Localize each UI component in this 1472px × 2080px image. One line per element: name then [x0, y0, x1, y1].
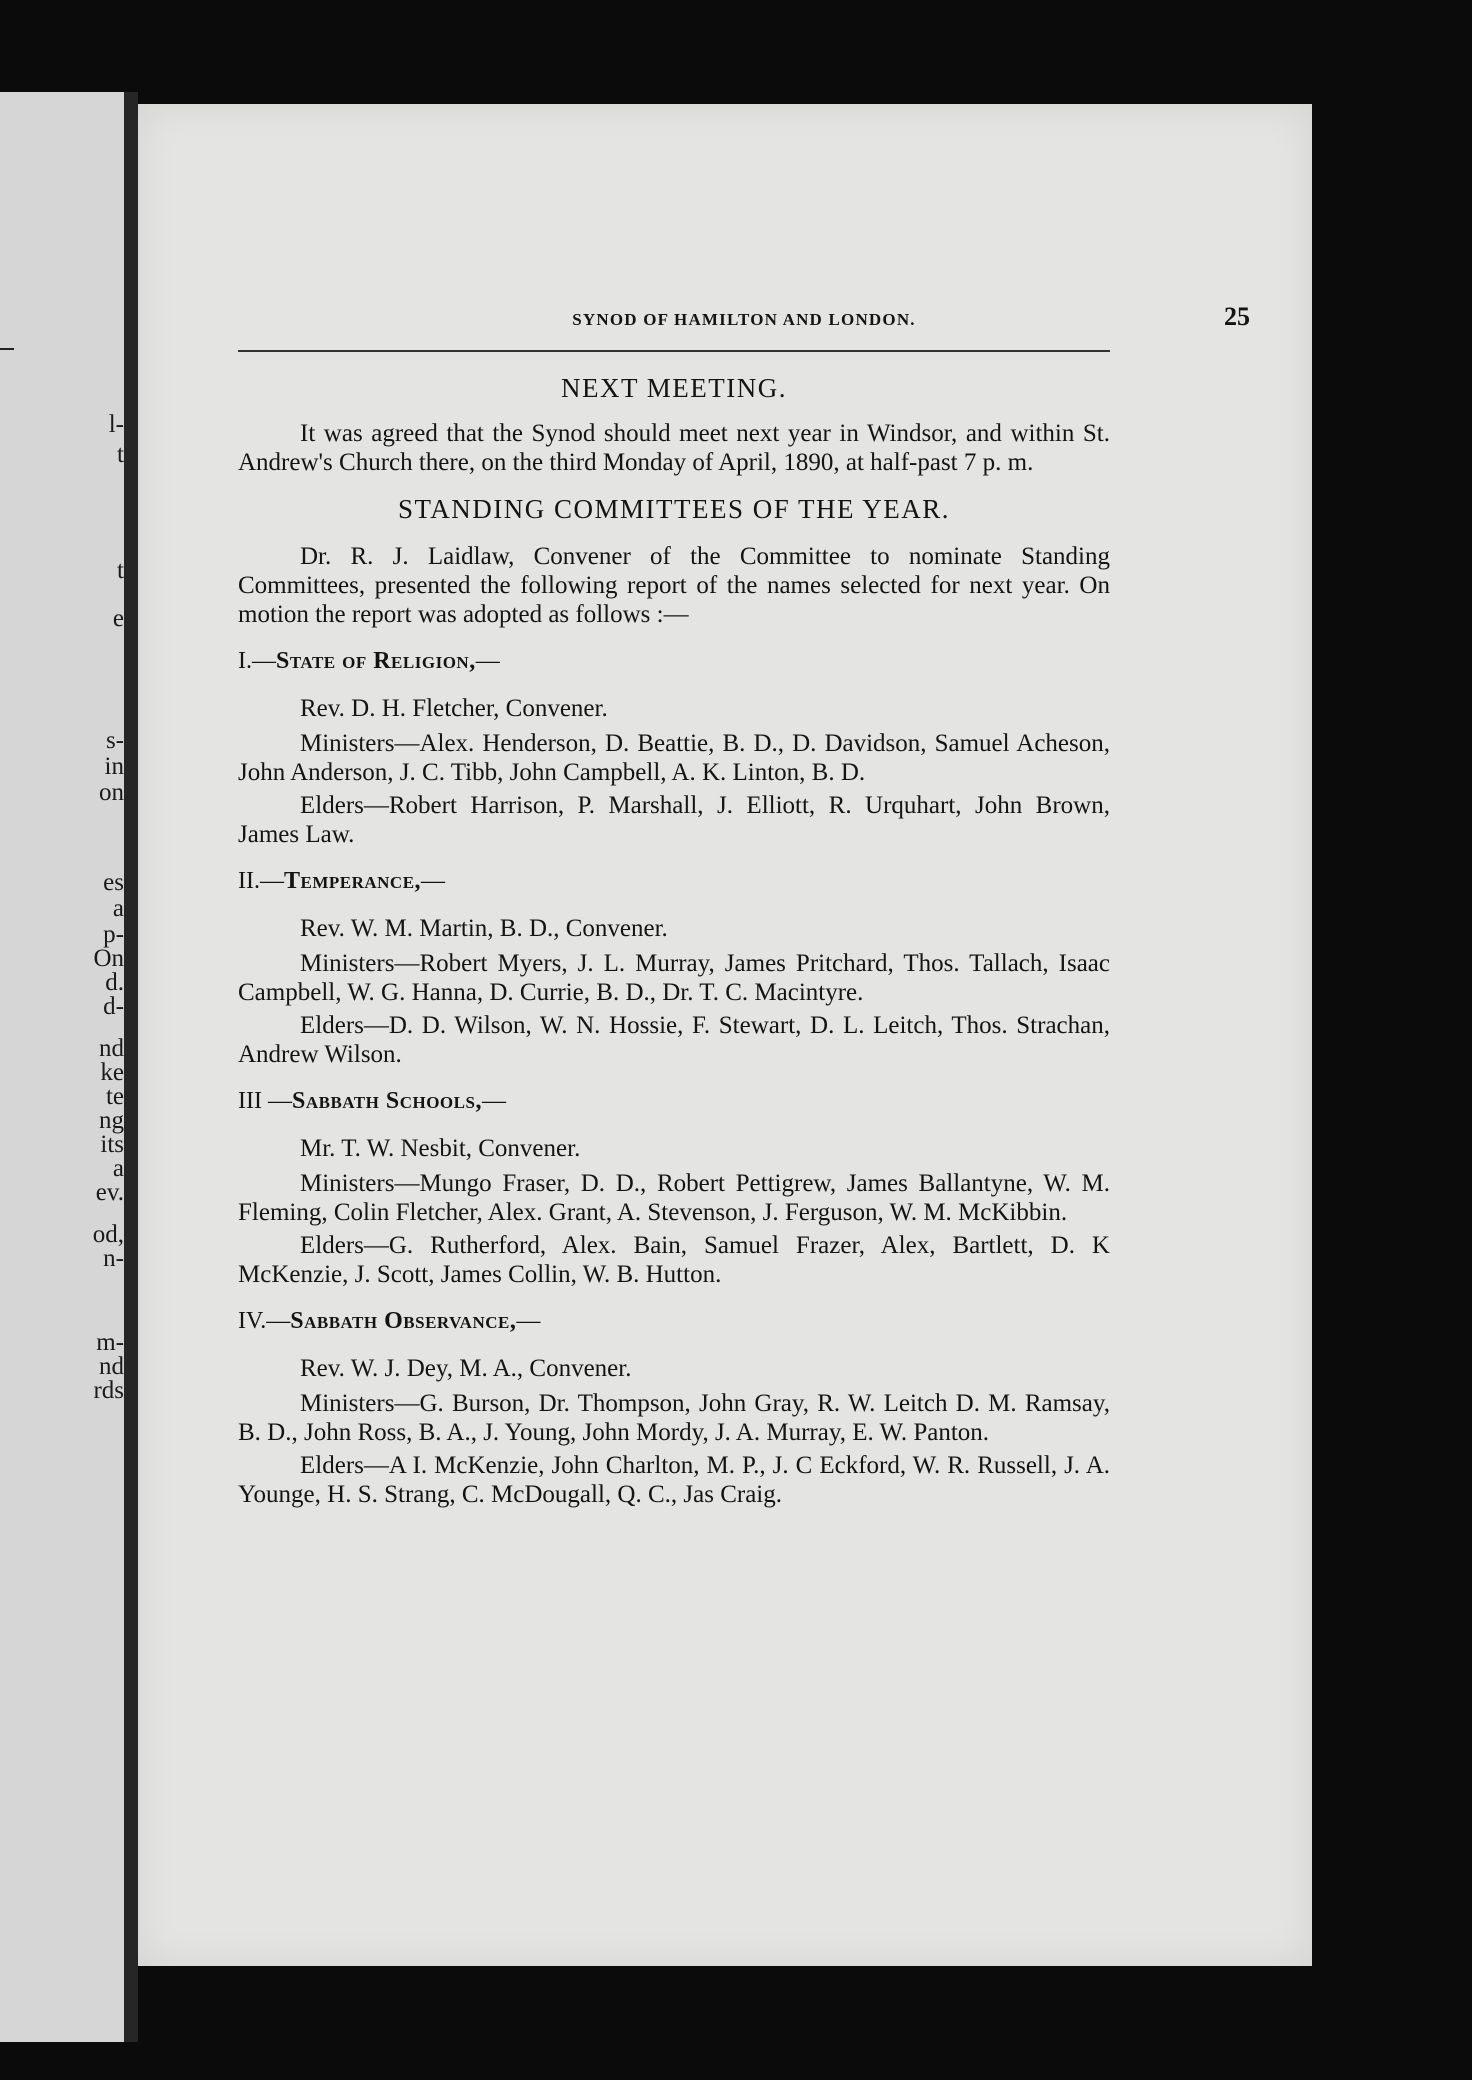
- facing-page-text: p-: [103, 921, 124, 948]
- facing-page-text: ev.: [95, 1179, 124, 1206]
- committee-members: [238, 1354, 1110, 1509]
- committee-members: [238, 914, 1110, 1069]
- facing-page-text: ke: [100, 1059, 124, 1086]
- facing-page-text: t: [117, 441, 124, 468]
- facing-page-text: in: [104, 753, 124, 780]
- facing-page-text: On: [93, 945, 124, 972]
- committee-members: [238, 1134, 1110, 1289]
- running-title: SYNOD OF HAMILTON AND LONDON.: [572, 310, 916, 329]
- committee-elders: Elders—G. Rutherford, Alex. Bain, Samuel Frazer, Alex, Bartlett, D. K McKenzie, J. Scott, James Collin, W. B. Hutton.: [238, 1232, 1110, 1288]
- book-gutter: [124, 92, 138, 2042]
- facing-page-text: od,: [92, 1221, 124, 1248]
- committee-elders: Elders—D. D. Wilson, W. N. Hossie, F. Stewart, D. L. Leitch, Thos. Strachan, Andrew Wilson.: [238, 1012, 1110, 1068]
- committee-convener: Mr. T. W. Nesbit, Convener.: [300, 1135, 581, 1162]
- committee-numeral: II.—: [238, 868, 284, 894]
- facing-page-rule: [0, 348, 14, 350]
- facing-page-text: rds: [93, 1377, 124, 1404]
- facing-page-text: s-: [105, 727, 124, 754]
- facing-page-text: t: [117, 557, 124, 584]
- page-body: [238, 360, 1110, 1513]
- committee-ministers: Ministers—Mungo Fraser, D. D., Robert Pettigrew, James Ballantyne, W. M. Fleming, Colin Fletcher, Alex. Grant, A. Stevenson, J. Ferguson, W. M. McKibbin.: [238, 1170, 1110, 1226]
- facing-page-fragment: [0, 92, 124, 2042]
- facing-page-text: es: [103, 869, 124, 896]
- committee-convener: Rev. W. M. Martin, B. D., Convener.: [300, 915, 668, 942]
- committee-dash: —: [481, 1088, 506, 1114]
- header-rule: [238, 350, 1110, 352]
- committee-ministers: Ministers—Alex. Henderson, D. Beattie, B. D., D. Davidson, Samuel Acheson, John Anderson, J. C. Tibb, John Campbell, A. K. Linton, B. D.: [238, 730, 1110, 786]
- next-meeting-paragraph: It was agreed that the Synod should meet next year in Windsor, and within St. Andrew's Church there, on the third Monday of April, 1890, at half-past 7 p. m.: [238, 420, 1110, 476]
- facing-page-text: l-: [108, 411, 124, 438]
- committee-dash: —: [421, 868, 446, 894]
- committee-section: [238, 647, 1110, 849]
- facing-page-text: a: [112, 895, 124, 922]
- next-meeting-heading: NEXT MEETING.: [561, 373, 787, 403]
- standing-committees-intro: Dr. R. J. Laidlaw, Convener of the Committee to nominate Standing Committees, presented the following report of the names selected for next year. On motion the report was adopted as follows :—: [238, 543, 1110, 628]
- page-number: 25: [1224, 302, 1250, 331]
- committee-section: [238, 867, 1110, 1069]
- page-header: [238, 302, 1250, 338]
- committee-members: [238, 694, 1110, 849]
- committee-numeral: IV.—: [238, 1308, 291, 1334]
- committee-section: [238, 1307, 1110, 1509]
- committee-dash: —: [516, 1308, 541, 1334]
- committee-elders: Elders—Robert Harrison, P. Marshall, J. Elliott, R. Urquhart, John Brown, James Law.: [238, 792, 1110, 848]
- facing-page-text: te: [105, 1083, 124, 1110]
- facing-page-text: d.: [105, 969, 124, 996]
- committee-name: State of Religion,: [276, 648, 476, 674]
- facing-page-text: nd: [99, 1035, 124, 1062]
- committee-name: Sabbath Observance,: [290, 1308, 517, 1334]
- committee-elders: Elders—A I. McKenzie, John Charlton, M. P., J. C Eckford, W. R. Russell, J. A. Younge, H. S. Strang, C. McDougall, Q. C., Jas Craig.: [238, 1452, 1110, 1508]
- facing-page-text: its: [100, 1131, 124, 1158]
- facing-page-text: e: [112, 605, 124, 632]
- committee-title: [238, 867, 1110, 896]
- standing-committees-heading: STANDING COMMITTEES OF THE YEAR.: [397, 494, 951, 524]
- committee-section: [238, 1087, 1110, 1289]
- committee-title: [238, 647, 1110, 676]
- facing-page-text: n-: [103, 1245, 124, 1272]
- facing-page-text: nd: [99, 1353, 124, 1380]
- facing-page-text: d-: [103, 993, 124, 1020]
- committee-numeral: I.—: [238, 648, 276, 674]
- committee-name: Temperance,: [283, 868, 422, 894]
- committee-convener: Rev. D. H. Fletcher, Convener.: [300, 695, 608, 722]
- committee-numeral: III —: [238, 1088, 292, 1114]
- committee-name: Sabbath Schools,: [291, 1088, 482, 1114]
- facing-page-text: m-: [96, 1329, 124, 1356]
- committee-title: [238, 1087, 1110, 1116]
- committee-title: [238, 1307, 1110, 1336]
- committee-convener: Rev. W. J. Dey, M. A., Convener.: [300, 1355, 632, 1382]
- committee-dash: —: [475, 648, 500, 674]
- facing-page-text: ng: [99, 1107, 124, 1134]
- facing-page-text: on: [99, 779, 124, 806]
- committee-ministers: Ministers—G. Burson, Dr. Thompson, John Gray, R. W. Leitch D. M. Ramsay, B. D., John Ross, B. A., J. Young, John Mordy, J. A. Murray, E. W. Panton.: [238, 1390, 1110, 1446]
- document-page: [138, 104, 1312, 1966]
- facing-page-text: a: [112, 1155, 124, 1182]
- committee-ministers: Ministers—Robert Myers, J. L. Murray, James Pritchard, Thos. Tallach, Isaac Campbell, W. G. Hanna, D. Currie, B. D., Dr. T. C. Macintyre.: [238, 950, 1110, 1006]
